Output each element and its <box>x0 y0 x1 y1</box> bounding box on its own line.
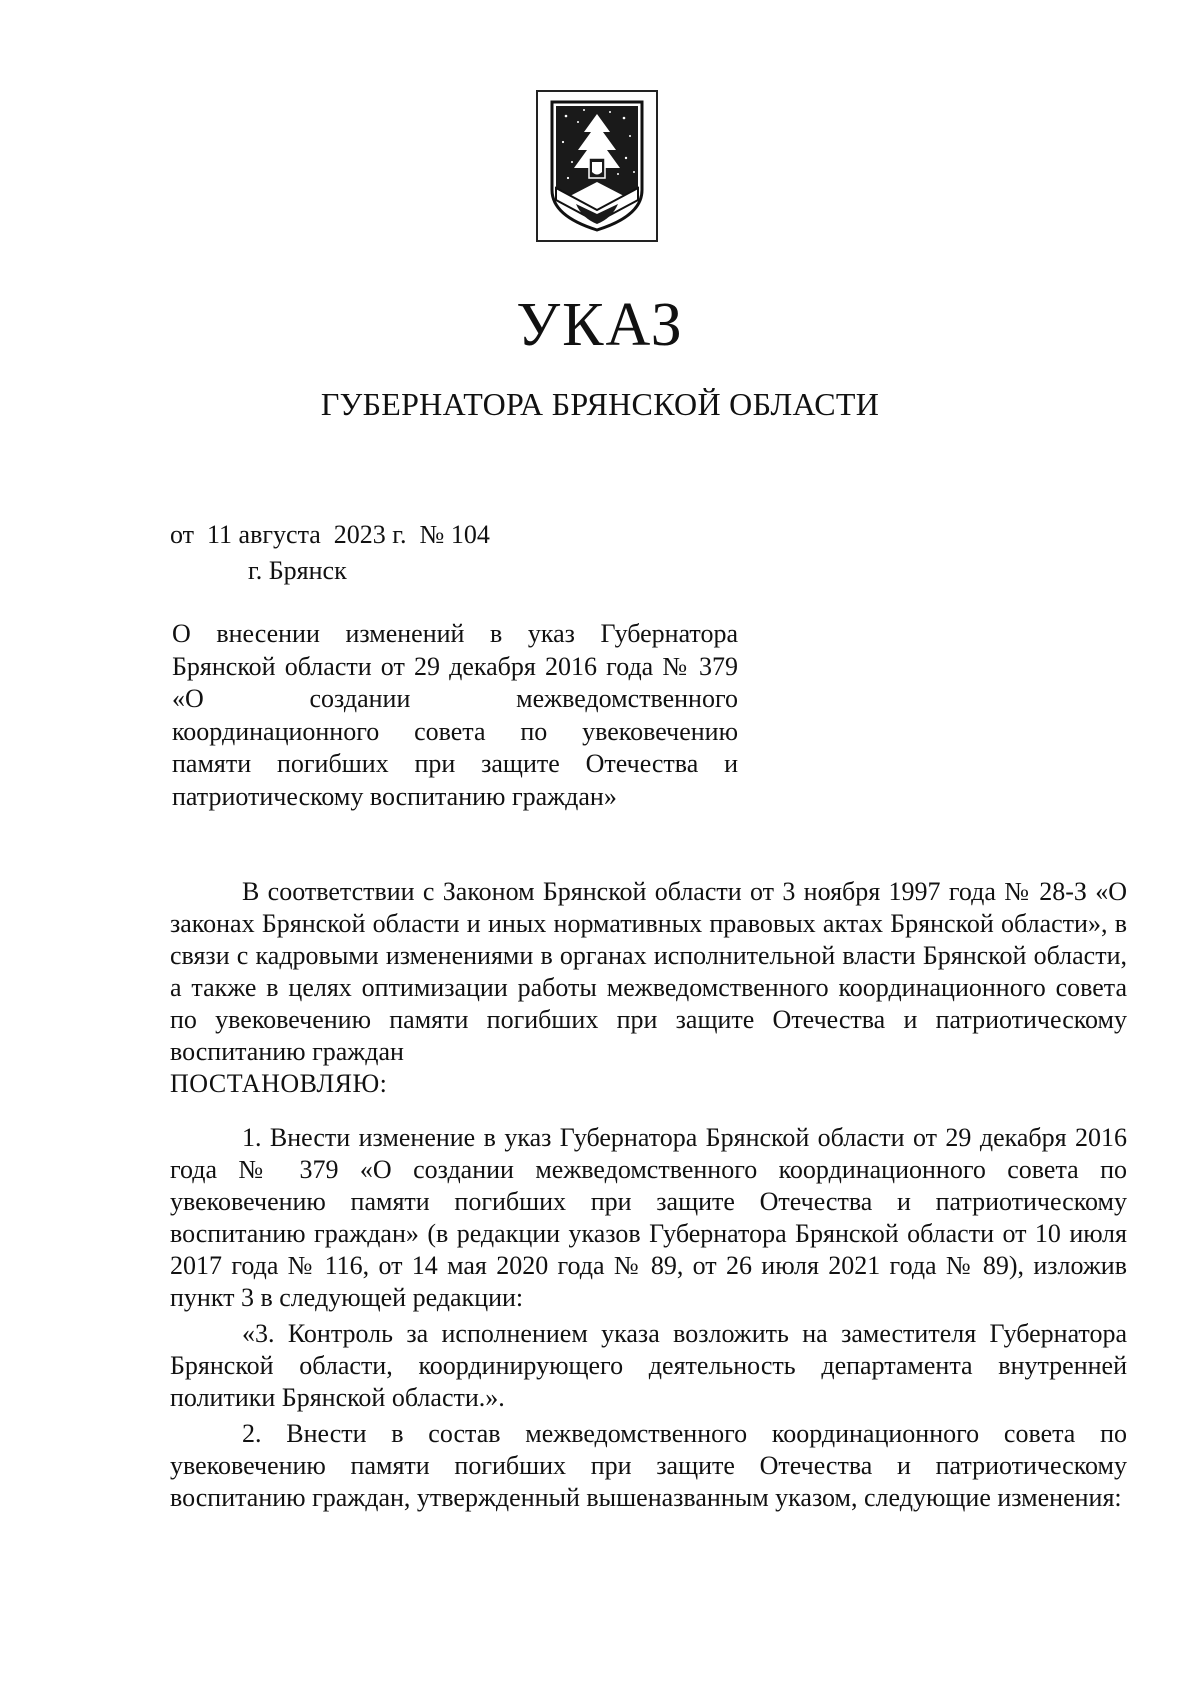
decree-word: ПОСТАНОВЛЯЮ: <box>170 1069 388 1098</box>
preamble-paragraph: В соответствии с Законом Брянской области от 3 ноября 1997 года № 28-З «О законах Брянской области и иных нормативных правовых актах Брянской области», в связи с кадровыми изменениями в органах исполнительной власти Брянской области, а также в целях оптимизации работы межведомственного координационного совета по увековечению памяти погибших при защите Отечества и патриотическому воспитанию граждан <box>170 877 1127 1066</box>
document-body <box>170 876 1127 1514</box>
document-city: г. Брянск <box>248 556 347 585</box>
document-subtitle: ГУБЕРНАТОРА БРЯНСКОЙ ОБЛАСТИ <box>320 386 880 422</box>
item-2-paragraph: 2. Внести в состав межведомственного координационного совета по увековечению памяти погибших при защите Отечества и патриотическому воспитанию граждан, утвержденный вышеназванным указом, следующие изменения: <box>170 1419 1127 1512</box>
document-subject: О внесении изменений в указ Губернатора Брянской области от 29 декабря 2016 года № 379 «О создании межведомственного координационного совета по увековечению памяти погибших при защите Отечества и патриотическому воспитанию граждан» <box>172 619 738 811</box>
document-title: УКАЗ <box>516 291 684 359</box>
item-1-quote-paragraph: «3. Контроль за исполнением указа возложить на заместителя Губернатора Брянской области, координирующего деятельность департамента внутренней политики Брянской области.». <box>170 1319 1127 1412</box>
coat-of-arms-icon <box>538 92 656 240</box>
coat-of-arms-emblem <box>536 90 658 242</box>
item-1-paragraph: 1. Внести изменение в указ Губернатора Брянской области от 29 декабря 2016 года № 379 «О создании межведомственного координационного совета по увековечению памяти погибших при защите Отечества и патриотическому воспитанию граждан» (в редакции указов Губернатора Брянской области от 10 июля 2017 года № 116, от 14 мая 2020 года № 89, от 26 июля 2021 года № 89), изложив пункт 3 в следующей редакции: <box>170 1123 1127 1312</box>
document-date-number: от 11 августа 2023 г. № 104 <box>170 520 490 549</box>
